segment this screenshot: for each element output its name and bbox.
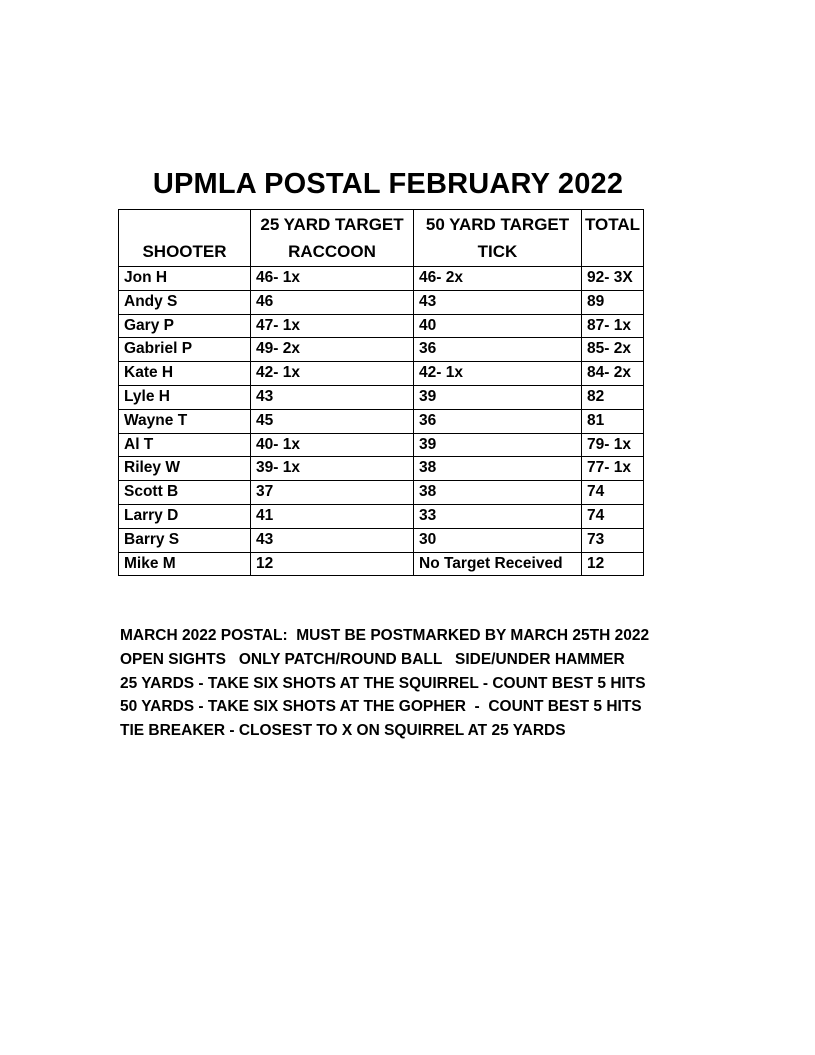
total-cell: 73 bbox=[582, 528, 644, 552]
shooter-cell: Wayne T bbox=[119, 409, 251, 433]
header-line: SHOOTER bbox=[142, 242, 227, 261]
total-cell: 77- 1x bbox=[582, 457, 644, 481]
table-body bbox=[119, 267, 644, 576]
total-cell: 85- 2x bbox=[582, 338, 644, 362]
shooter-cell: Gabriel P bbox=[119, 338, 251, 362]
total-cell: 89 bbox=[582, 290, 644, 314]
shooter-cell: Gary P bbox=[119, 314, 251, 338]
header-line: TICK bbox=[477, 242, 518, 261]
total-cell: 81 bbox=[582, 409, 644, 433]
header-line: 50 YARD TARGET bbox=[425, 215, 570, 234]
score-50-cell: 40 bbox=[414, 314, 582, 338]
score-50-cell: No Target Received bbox=[414, 552, 582, 576]
score-25-cell: 41 bbox=[251, 504, 414, 528]
shooter-cell: Mike M bbox=[119, 552, 251, 576]
total-cell: 82 bbox=[582, 385, 644, 409]
table-row bbox=[119, 481, 644, 505]
header-line: TOTAL bbox=[584, 215, 641, 234]
table-row bbox=[119, 385, 644, 409]
score-50-cell: 36 bbox=[414, 409, 582, 433]
score-25-cell: 39- 1x bbox=[251, 457, 414, 481]
instruction-line: 50 YARDS - TAKE SIX SHOTS AT THE GOPHER - COUNT BEST 5 HITS bbox=[120, 698, 642, 716]
table-row bbox=[119, 409, 644, 433]
postal-instructions bbox=[120, 624, 649, 743]
score-25-cell: 46 bbox=[251, 290, 414, 314]
score-50-cell: 43 bbox=[414, 290, 582, 314]
score-50-cell: 36 bbox=[414, 338, 582, 362]
header-shooter bbox=[119, 210, 251, 267]
header-line bbox=[119, 210, 250, 237]
total-cell: 74 bbox=[582, 504, 644, 528]
table-row bbox=[119, 338, 644, 362]
score-25-cell: 43 bbox=[251, 385, 414, 409]
instruction-line: MARCH 2022 POSTAL: MUST BE POSTMARKED BY MARCH 25TH 2022 bbox=[120, 627, 650, 644]
table-row bbox=[119, 504, 644, 528]
score-25-cell: 43 bbox=[251, 528, 414, 552]
page-title: UPMLA POSTAL FEBRUARY 2022 bbox=[152, 168, 624, 200]
header-line: 25 YARD TARGET bbox=[260, 215, 404, 234]
score-50-cell: 42- 1x bbox=[414, 362, 582, 386]
table-row bbox=[119, 267, 644, 291]
total-cell: 74 bbox=[582, 481, 644, 505]
table-row bbox=[119, 552, 644, 576]
table-row bbox=[119, 290, 644, 314]
total-cell: 92- 3X bbox=[582, 267, 644, 291]
score-25-cell: 45 bbox=[251, 409, 414, 433]
header-50-yard bbox=[414, 210, 582, 267]
instruction-line: TIE BREAKER - CLOSEST TO X ON SQUIRREL AT 25 YARDS bbox=[120, 722, 566, 740]
score-50-cell: 30 bbox=[414, 528, 582, 552]
score-50-cell: 46- 2x bbox=[414, 267, 582, 291]
shooter-cell: Jon H bbox=[119, 267, 251, 291]
table-row bbox=[119, 457, 644, 481]
score-50-cell: 39 bbox=[414, 433, 582, 457]
header-line: RACCOON bbox=[288, 242, 376, 261]
total-cell: 12 bbox=[582, 552, 644, 576]
total-cell: 84- 2x bbox=[582, 362, 644, 386]
table-row bbox=[119, 528, 644, 552]
table-row bbox=[119, 362, 644, 386]
score-50-cell: 39 bbox=[414, 385, 582, 409]
total-cell: 87- 1x bbox=[582, 314, 644, 338]
shooter-cell: Larry D bbox=[119, 504, 251, 528]
shooter-cell: Lyle H bbox=[119, 385, 251, 409]
score-25-cell: 12 bbox=[251, 552, 414, 576]
score-25-cell: 37 bbox=[251, 481, 414, 505]
shooter-cell: Barry S bbox=[119, 528, 251, 552]
score-50-cell: 38 bbox=[414, 481, 582, 505]
shooter-cell: Riley W bbox=[119, 457, 251, 481]
score-25-cell: 49- 2x bbox=[251, 338, 414, 362]
instruction-line: OPEN SIGHTS ONLY PATCH/ROUND BALL SIDE/UNDER HAMMER bbox=[120, 650, 625, 668]
header-25-yard bbox=[251, 210, 414, 267]
score-25-cell: 40- 1x bbox=[251, 433, 414, 457]
results-table bbox=[118, 209, 644, 576]
shooter-cell: Scott B bbox=[119, 481, 251, 505]
table-row bbox=[119, 433, 644, 457]
header-line bbox=[582, 237, 643, 264]
score-50-cell: 38 bbox=[414, 457, 582, 481]
score-25-cell: 42- 1x bbox=[251, 362, 414, 386]
score-50-cell: 33 bbox=[414, 504, 582, 528]
shooter-cell: Kate H bbox=[119, 362, 251, 386]
total-cell: 79- 1x bbox=[582, 433, 644, 457]
instruction-line: 25 YARDS - TAKE SIX SHOTS AT THE SQUIRREL - COUNT BEST 5 HITS bbox=[120, 674, 646, 692]
shooter-cell: Andy S bbox=[119, 290, 251, 314]
score-25-cell: 46- 1x bbox=[251, 267, 414, 291]
table-header-row bbox=[119, 210, 644, 267]
table-row bbox=[119, 314, 644, 338]
score-25-cell: 47- 1x bbox=[251, 314, 414, 338]
shooter-cell: Al T bbox=[119, 433, 251, 457]
header-total bbox=[582, 210, 644, 267]
